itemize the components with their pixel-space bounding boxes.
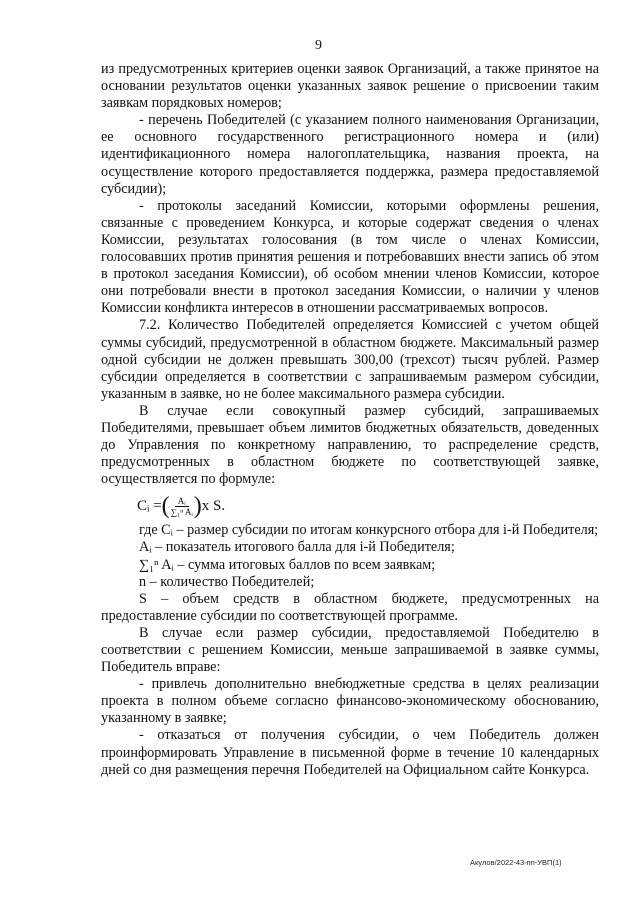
legend-s: S – объем средств в областном бюджете, предусмотренных на предоставление субсидии по соответствующей программе.: [101, 590, 599, 624]
formula-numerator: Aᵢ: [175, 496, 189, 507]
option-attract-funds: - привлечь дополнительно внебюджетные средства в целях реализации проекта в полном объеме согласно финансово-экономическому обоснованию, указанному в заявке;: [101, 676, 599, 727]
formula-rhs: x S.: [201, 497, 226, 514]
legend-sum-ai: ∑₁ⁿ Aᵢ – сумма итоговых баллов по всем заявкам;: [139, 556, 436, 573]
document-footer-code: Акулов/2022-43-пп-УВП(1): [470, 858, 562, 867]
formula-fraction: [171, 496, 193, 517]
paragraph-protocols: - протоколы заседаний Комиссии, которыми оформлены решения, связанные с проведением Конкурса, и которые содержат сведения о членах Комиссии, результатах голосования (в том числе о членах Комиссии, голосовавших против принятия решения и потребовавших внести запись об этом в протокол заседания Комиссии), об особом мнении членов Комиссии, которое они потребовали внести в протокол заседания Комиссии, о наличии у членов Комиссии конфликта интересов в отношении рассматриваемых вопросов.: [101, 197, 599, 317]
paragraph-winners-list: - перечень Победителей (с указанием полного наименования Организации, ее основного государственного регистрационного номера и (или) идентификационного номера налогоплательщика, названия проекта, на осуществление которого предоставляется поддержка, размера предоставляемой субсидии);: [101, 112, 599, 197]
document-body: [101, 61, 599, 779]
subsidy-formula: [137, 492, 599, 520]
paragraph-criteria: из предусмотренных критериев оценки заявок Организаций, а также принятое на основании результатов оценки указанных заявок решение о присвоении таким заявкам порядковых номеров;: [101, 61, 599, 112]
formula-denominator: ∑₁ⁿ Aᵢ: [170, 506, 193, 517]
paragraph-smaller-subsidy: В случае если размер субсидии, предоставляемой Победителю в соответствии с решением Комиссии, меньше запрашиваемой в заявке суммы, Победитель вправе:: [101, 624, 599, 676]
formula-lhs: Cᵢ =: [137, 497, 162, 514]
option-refuse: - отказаться от получения субсидии, о чем Победитель должен проинформировать Управление в письменной форме в течение 10 календарных дней со дня размещения перечня Победителей на Официальном сайте Конкурса.: [101, 727, 599, 778]
legend-ci: где Cᵢ – размер субсидии по итогам конкурсного отбора для i-й Победителя;: [139, 522, 599, 539]
legend-ai: Aᵢ – показатель итогового балла для i-й Победителя;: [139, 539, 455, 556]
legend-n: n – количество Победителей;: [139, 573, 315, 590]
paragraph-7-2: 7.2. Количество Победителей определяется Комиссией с учетом общей суммы субсидий, предусмотренной в областном бюджете. Максимальный размер одной субсидии не должен превышать 300,00 (трехсот) тысяч рублей. Размер субсидии определяется в соответствии с запрашиваемым размером субсидии, указанным в заявке, но не более максимального размера субсидии.: [101, 317, 599, 402]
page-number: 9: [315, 38, 322, 53]
formula-open-paren: (: [161, 493, 170, 520]
formula-close-paren: ): [193, 493, 202, 520]
paragraph-distribution: В случае если совокупный размер субсидий, запрашиваемых Победителями, превышает объем лимитов бюджетных обязательств, доведенных до Управления по конкретному направлению, то распределение средств, предусмотренных в областном бюджете по соответствующей заявке, осуществляется по формуле:: [101, 402, 599, 488]
